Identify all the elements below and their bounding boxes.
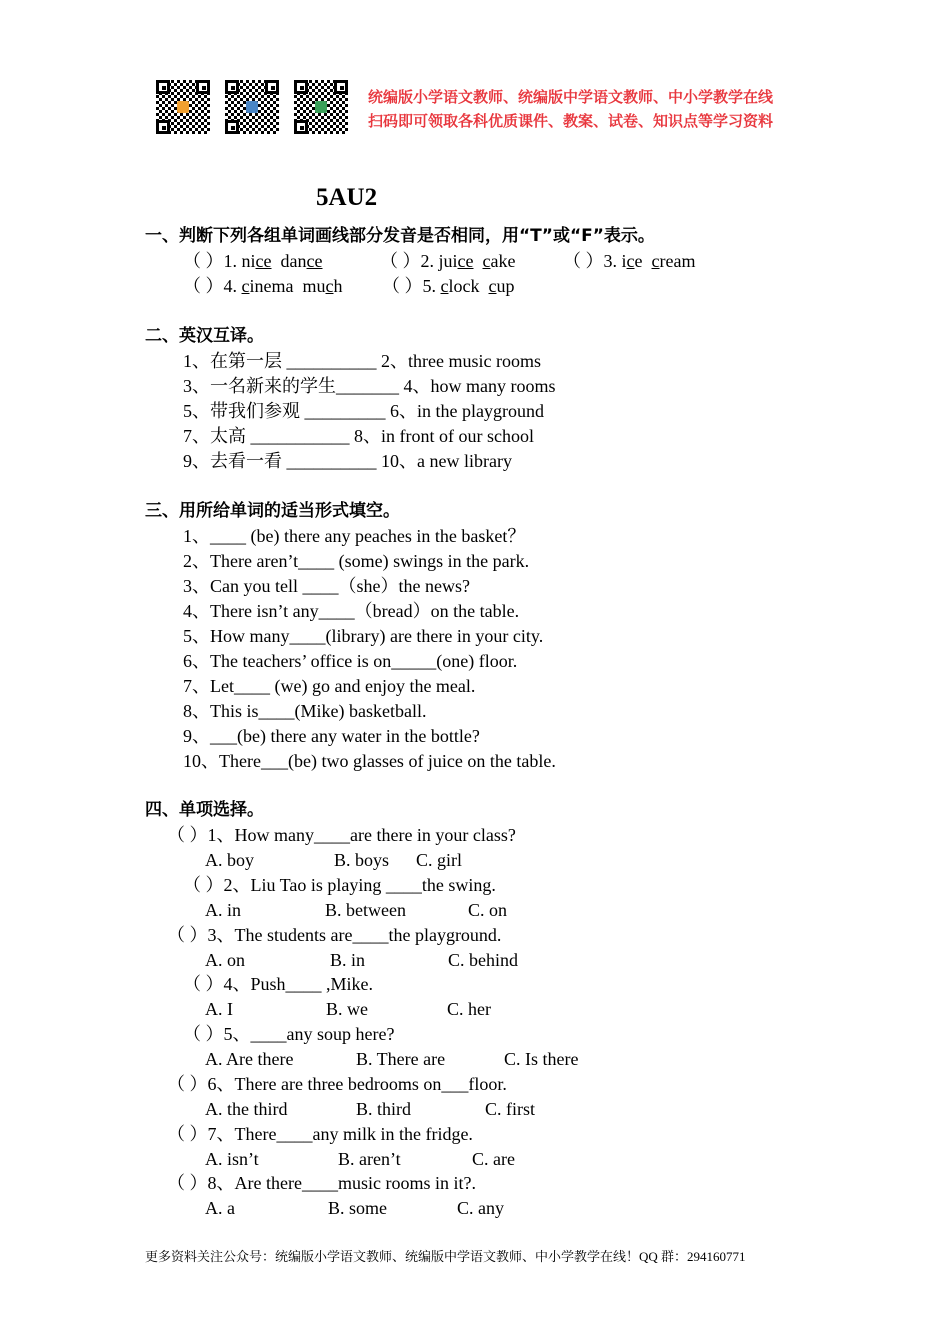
choice-question: （ ）6、There are three bedrooms on___floor. (167, 1074, 507, 1094)
footer-note: 更多资料关注公众号：统编版小学语文教师、统编版中学语文教师、中小学教学在线！QQ 群：294160771 (145, 1249, 746, 1264)
choice-option-a: A. isn’t (205, 1149, 259, 1169)
choice-option-c: C. any (457, 1198, 504, 1218)
translation-row: 5、带我们参观 _________ 6、in the playground (183, 401, 544, 421)
choice-option-a: A. a (205, 1198, 235, 1218)
choice-option-b: B. third (356, 1099, 412, 1119)
qr-code-icon[interactable] (294, 80, 348, 134)
fill-blank-row: 4、There isn’t any____（bread）on the table. (183, 601, 520, 621)
translation-row: 7、太高 ___________ 8、in front of our school (183, 426, 534, 446)
choice-option-a: A. the third (205, 1099, 288, 1119)
choice-option-c: C. behind (448, 950, 518, 970)
choice-option-c: C. girl (416, 850, 463, 870)
phonics-item: （ ）3. ice cream (563, 251, 696, 271)
choice-option-b: B. between (325, 900, 406, 920)
phonics-item: （ ）2. juice cake (380, 251, 516, 271)
translation-row: 9、去看一看 __________ 10、a new library (183, 451, 512, 471)
choice-option-b: B. we (326, 999, 368, 1019)
section-4-heading: 四、单项选择。 (145, 800, 264, 820)
choice-question: （ ）7、There____any milk in the fridge. (167, 1124, 473, 1144)
translation-row: 3、一名新来的学生_______ 4、how many rooms (183, 376, 556, 396)
phonics-item: （ ）4. cinema much (183, 276, 343, 296)
fill-blank-row: 3、Can you tell ____（she）the news? (183, 576, 470, 596)
fill-blank-row: 8、This is____(Mike) basketball. (183, 701, 427, 721)
page-title: 5AU2 (316, 184, 378, 211)
choice-question: （ ）8、Are there____music rooms in it?. (167, 1173, 476, 1193)
choice-question: （ ）3、The students are____the playground. (167, 925, 502, 945)
choice-option-c: C. her (447, 999, 491, 1019)
choice-option-a: A. on (205, 950, 245, 970)
choice-question: （ ）2、Liu Tao is playing ____the swing. (183, 875, 496, 895)
choice-option-c: C. are (472, 1149, 515, 1169)
qr-code-icon[interactable] (156, 80, 210, 134)
choice-option-c: C. on (468, 900, 508, 920)
fill-blank-row: 2、There aren’t____ (some) swings in the park. (183, 551, 530, 571)
choice-option-c: C. first (485, 1099, 536, 1119)
translation-row: 1、在第一层 __________ 2、three music rooms (183, 351, 541, 371)
choice-option-a: A. I (205, 999, 233, 1019)
fill-blank-row: 9、___(be) there any water in the bottle? (183, 726, 480, 746)
choice-option-a: A. in (205, 900, 241, 920)
choice-option-b: B. aren’t (338, 1149, 401, 1169)
section-2-heading: 二、英汉互译。 (145, 326, 264, 346)
choice-option-a: A. Are there (205, 1049, 294, 1069)
choice-question: （ ）4、Push____ ,Mike. (183, 974, 374, 994)
fill-blank-row: 1、____ (be) there any peaches in the basket？ (183, 526, 526, 546)
promo-line-1: 统编版小学语文教师、统编版中学语文教师、中小学教学在线 (368, 88, 774, 106)
fill-blank-row: 7、Let____ (we) go and enjoy the meal. (183, 676, 476, 696)
choice-question: （ ）5、____any soup here? (183, 1024, 395, 1044)
choice-option-b: B. boys (334, 850, 390, 870)
promo-line-2: 扫码即可领取各科优质课件、教案、试卷、知识点等学习资料 (368, 112, 774, 130)
choice-option-c: C. Is there (504, 1049, 579, 1069)
section-1-heading: 一、判断下列各组单词画线部分发音是否相同，用“T”或“F”表示。 (145, 226, 655, 246)
fill-blank-row: 10、There___(be) two glasses of juice on the table. (183, 751, 556, 771)
choice-option-b: B. in (330, 950, 366, 970)
section-3-heading: 三、用所给单词的适当形式填空。 (145, 501, 400, 521)
fill-blank-row: 6、The teachers’ office is on_____(one) floor. (183, 651, 518, 671)
fill-blank-row: 5、How many____(library) are there in your city. (183, 626, 544, 646)
qr-code-icon[interactable] (225, 80, 279, 134)
choice-option-b: B. some (328, 1198, 388, 1218)
choice-option-b: B. There are (356, 1049, 446, 1069)
phonics-item: （ ）5. clock cup (382, 276, 515, 296)
phonics-item: （ ）1. nice dance (183, 251, 323, 271)
choice-question: （ ）1、How many____are there in your class? (167, 825, 516, 845)
choice-option-a: A. boy (205, 850, 254, 870)
